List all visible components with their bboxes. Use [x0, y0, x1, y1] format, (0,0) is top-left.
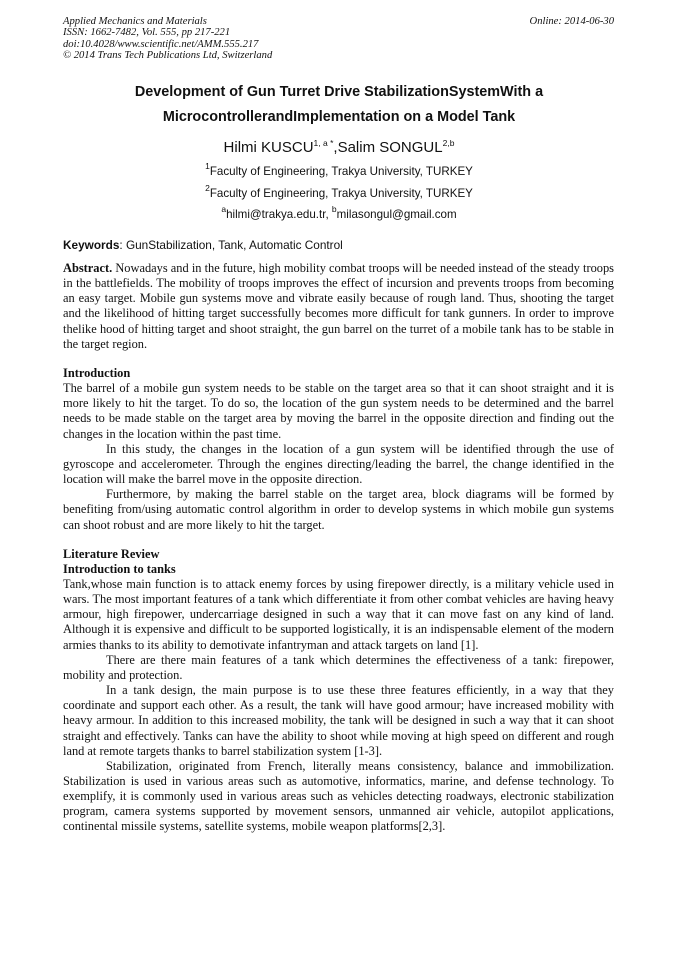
author-separator: , — [333, 139, 338, 156]
email-a-sup: a — [221, 204, 227, 214]
email-line — [40, 204, 638, 222]
abstract-text: Nowadays and in the future, high mobility combat troops will be needed instead of the steady troops in the battlefields. The mobility of troops improves the effect of incursion and prevents troops from becoming an easy target. Mobile gun systems move and vibrate easily because of rough land. Thus, shooting the target and the likelihood of hitting target successfully becomes more difficult for tank gunners. In order to improve thelike hood of hitting target and shoot straight, the gun barrel on the turret of a mobile tank has to be stable in the target region. — [63, 261, 614, 351]
doi-line[interactable]: doi:10.4028/www.scientific.net/AMM.555.217 — [63, 38, 259, 50]
author-line — [40, 134, 638, 162]
journal-name: Applied Mechanics and Materials — [63, 16, 207, 27]
affiliation-1 — [40, 161, 638, 179]
keywords — [63, 238, 615, 252]
author-2-name: Salim SONGUL — [337, 139, 443, 156]
paper-body — [63, 261, 614, 835]
author-1-sup: 1, a * — [313, 138, 334, 148]
issn-line: ISSN: 1662-7482, Vol. 555, pp 217-221 — [63, 27, 231, 39]
literature-paragraph-2: There are there main features of a tank which determines the effectiveness of a tank: firepower, mobility and protection. — [63, 652, 614, 682]
affiliation-1-sup: 1 — [205, 161, 210, 171]
affiliation-2-text: Faculty of Engineering, Trakya University, TURKEY — [209, 187, 473, 200]
introduction-paragraph-2: In this study, the changes in the location of a gun system will be identified through the use of gyroscope and accelerometer. Through the engines directing/leading the barrel, the change identified in the location will make the barrel move in the opposite direction. — [63, 441, 614, 487]
introduction-paragraph-3: Furthermore, by making the barrel stable on the target area, block diagrams will be formed by benefiting from/using automatic control algorithm in order to develop systems in which mobile gun systems can shoot robust and are more likely to hit the target. — [63, 487, 614, 532]
author-1-name: Hilmi KUSCU — [223, 139, 314, 156]
author-2-sup: 2,b — [442, 138, 455, 148]
keywords-label: Keywords — [63, 238, 120, 252]
affiliation-2-sup: 2 — [205, 183, 210, 193]
email-a[interactable]: hilmi@trakya.edu.tr, — [226, 208, 332, 221]
paper-title — [40, 80, 638, 130]
affiliation-2 — [40, 183, 638, 201]
literature-paragraph-3: In a tank design, the main purpose is to use these three features efficiently, in a way that they coordinate and support each other. As a result, the tank will have good armour; have increased mobility with heavy armour. In addition to this increased mobility, the tank will be designed in such a way that it can shoot straight and effectively. Tanks can have the ability to shoot while moving at high speed on different and rough land at remote targets thanks to barrel stabilization system [1-3]. — [63, 683, 614, 758]
email-b[interactable]: milasongul@gmail.com — [336, 208, 457, 221]
keywords-text: : GunStabilization, Tank, Automatic Control — [119, 238, 343, 252]
tanks-subheading: Introduction to tanks — [63, 561, 176, 576]
introduction-paragraph-1: The barrel of a mobile gun system needs to be stable on the target area so that it can shoot straight and it is more likely to hit the target. To do so, the location of the gun system needs to be determined and the barrel needs to be made stable on the target area by moving the barrel in the opposite direction and finding out the changes in the location within the past time. — [63, 381, 614, 441]
literature-paragraph-4: Stabilization, originated from French, literally means consistency, balance and immobilization. Stabilization is used in various areas such as automotive, informatics, marine, and defense technology. To exemplify, it is commonly used in various areas such as vehicles detecting roadways, electronic stabilization program, camera systems supported by movement sensors, unmanned air vehicle, autopilot applications, continental missile systems, satellite systems, mobile weapon platforms[2,3]. — [63, 758, 614, 834]
email-b-sup: b — [331, 204, 337, 214]
abstract — [63, 261, 614, 352]
title-line-2: MicrocontrollerandImplementation on a Model Tank — [162, 109, 516, 125]
online-date: Online: 2014-06-30 — [529, 16, 614, 27]
copyright-line: © 2014 Trans Tech Publications Ltd, Switzerland — [63, 49, 273, 61]
affiliation-1-text: Faculty of Engineering, Trakya University, TURKEY — [209, 165, 473, 178]
journal-header — [63, 16, 272, 61]
literature-paragraph-1: Tank,whose main function is to attack enemy forces by using firepower directly, is a military vehicle used in wars. The most important features of a tank which differentiate it from other combat vehicles are having heavy armour, high firepower, undercarriage designed in such a way that it can move fast on any kind of land. Although it is expensive and difficult to be supported logistically, it is an indispensable element of the modern armies thanks to its ability to demotivate infantryman and attack targets on land [1]. — [63, 576, 614, 652]
abstract-label: Abstract. — [63, 261, 113, 275]
title-line-1: Development of Gun Turret Drive StabilizationSystemWith a — [134, 84, 544, 100]
introduction-heading: Introduction — [63, 365, 131, 380]
literature-review-heading: Literature Review — [63, 546, 160, 561]
